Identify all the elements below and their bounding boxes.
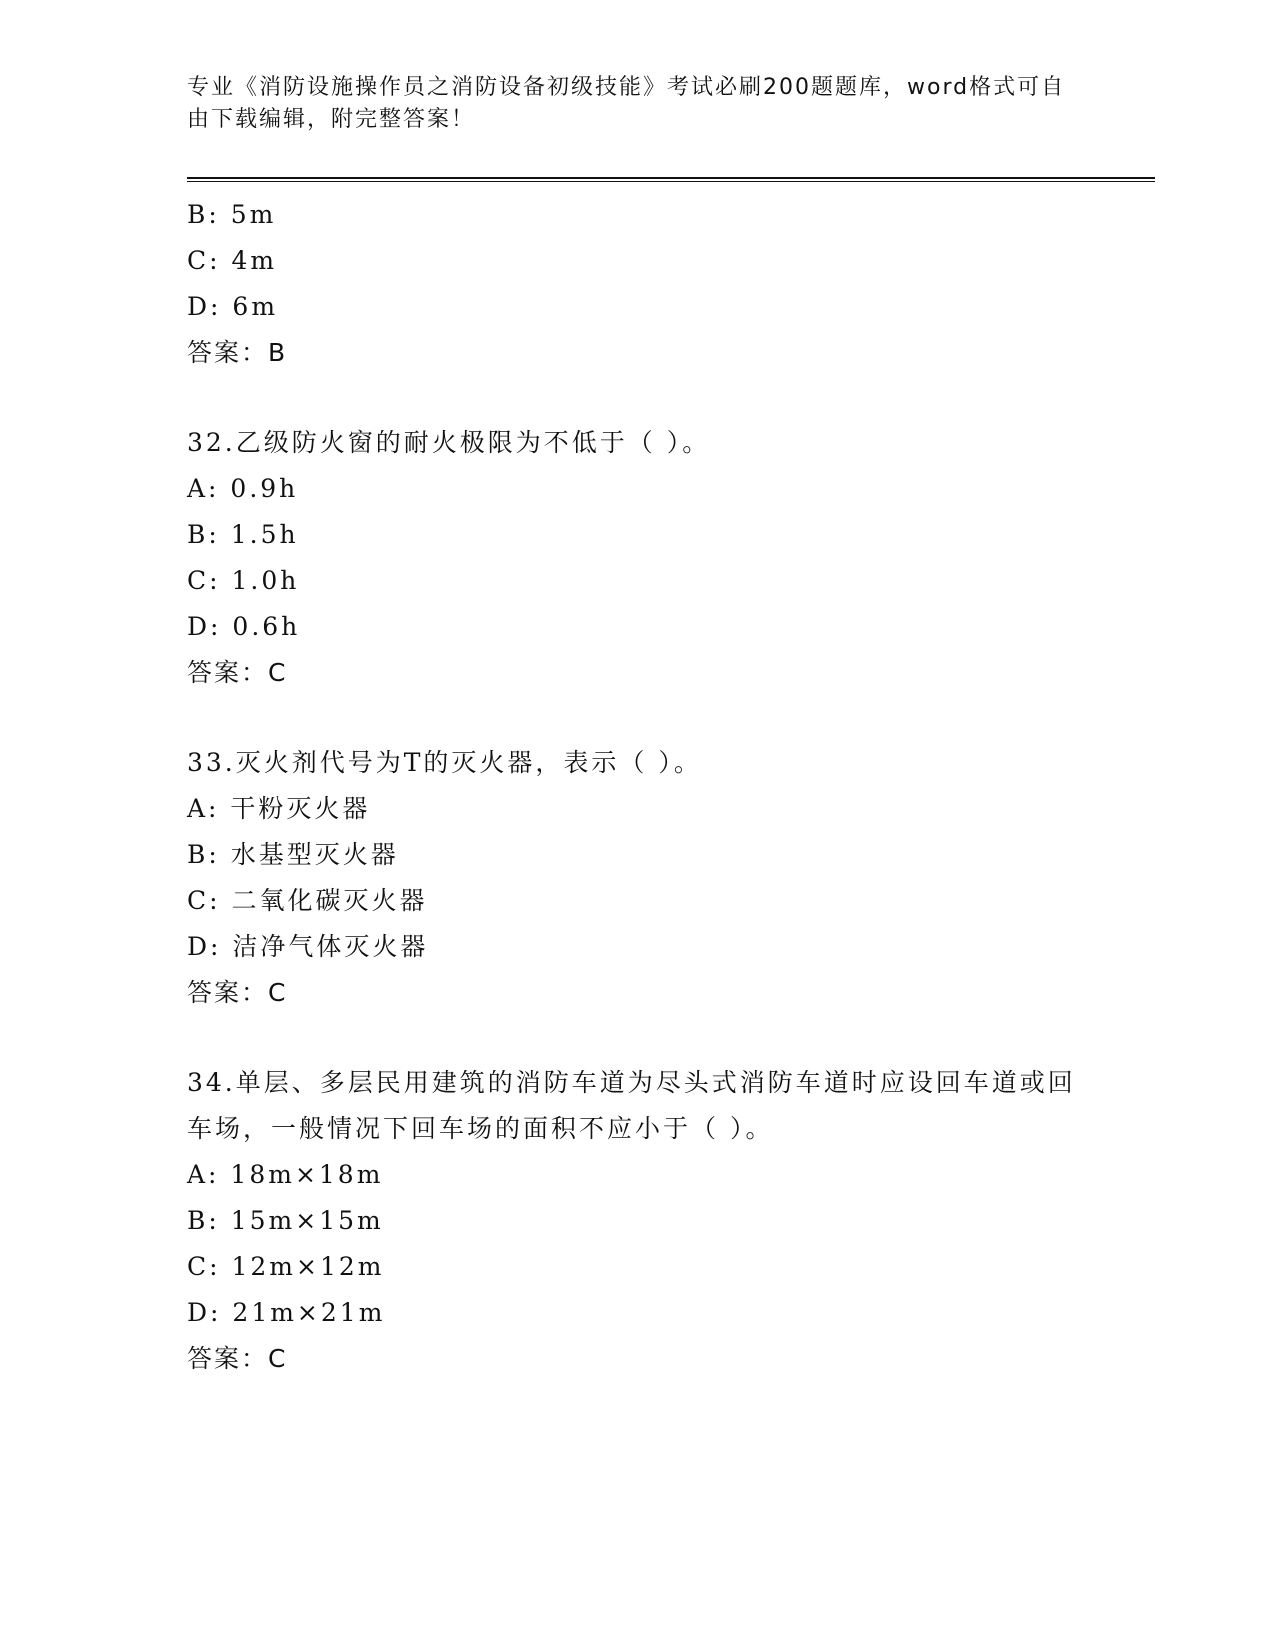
option-a: A: 干粉灭火器 bbox=[187, 794, 371, 823]
option-c: C: 12m×12m bbox=[187, 1252, 385, 1281]
question-stem: 34.单层、多层民用建筑的消防车道为尽头式消防车道时应设回车道或回车场，一般情况下回车场的面积不应小于（ ）。 bbox=[187, 1068, 1076, 1143]
option-b: B: 水基型灭火器 bbox=[187, 840, 399, 869]
question-list bbox=[187, 192, 1087, 1382]
header-divider bbox=[187, 177, 1155, 182]
option-c: C: 1.0h bbox=[187, 566, 300, 595]
option-a: A: 18m×18m bbox=[187, 1160, 384, 1189]
continued-question bbox=[187, 192, 1087, 376]
option-b: B: 15m×15m bbox=[187, 1206, 384, 1235]
option-d: D: 21m×21m bbox=[187, 1298, 386, 1327]
option-d: D: 洁净气体灭火器 bbox=[187, 932, 429, 961]
option-b: B: 5m bbox=[187, 200, 277, 229]
question-stem: 32.乙级防火窗的耐火极限为不低于（ ）。 bbox=[187, 428, 711, 457]
answer: 答案：C bbox=[187, 658, 288, 687]
option-d: D: 0.6h bbox=[187, 612, 301, 641]
question-33 bbox=[187, 740, 1087, 1016]
question-34 bbox=[187, 1060, 1087, 1382]
option-b: B: 1.5h bbox=[187, 520, 299, 549]
page-header: 专业《消防设施操作员之消防设备初级技能》考试必刷200题题库，word格式可自由下载编辑，附完整答案！ bbox=[187, 75, 1066, 132]
option-a: A: 0.9h bbox=[187, 474, 299, 503]
answer: 答案：B bbox=[187, 338, 288, 367]
answer: 答案：C bbox=[187, 978, 288, 1007]
option-d: D: 6m bbox=[187, 292, 279, 321]
question-stem: 33.灭火剂代号为T的灭火器，表示（ ）。 bbox=[187, 748, 702, 777]
option-c: C: 4m bbox=[187, 246, 278, 275]
option-c: C: 二氧化碳灭火器 bbox=[187, 886, 428, 915]
question-32 bbox=[187, 420, 1087, 696]
answer: 答案：C bbox=[187, 1344, 288, 1373]
